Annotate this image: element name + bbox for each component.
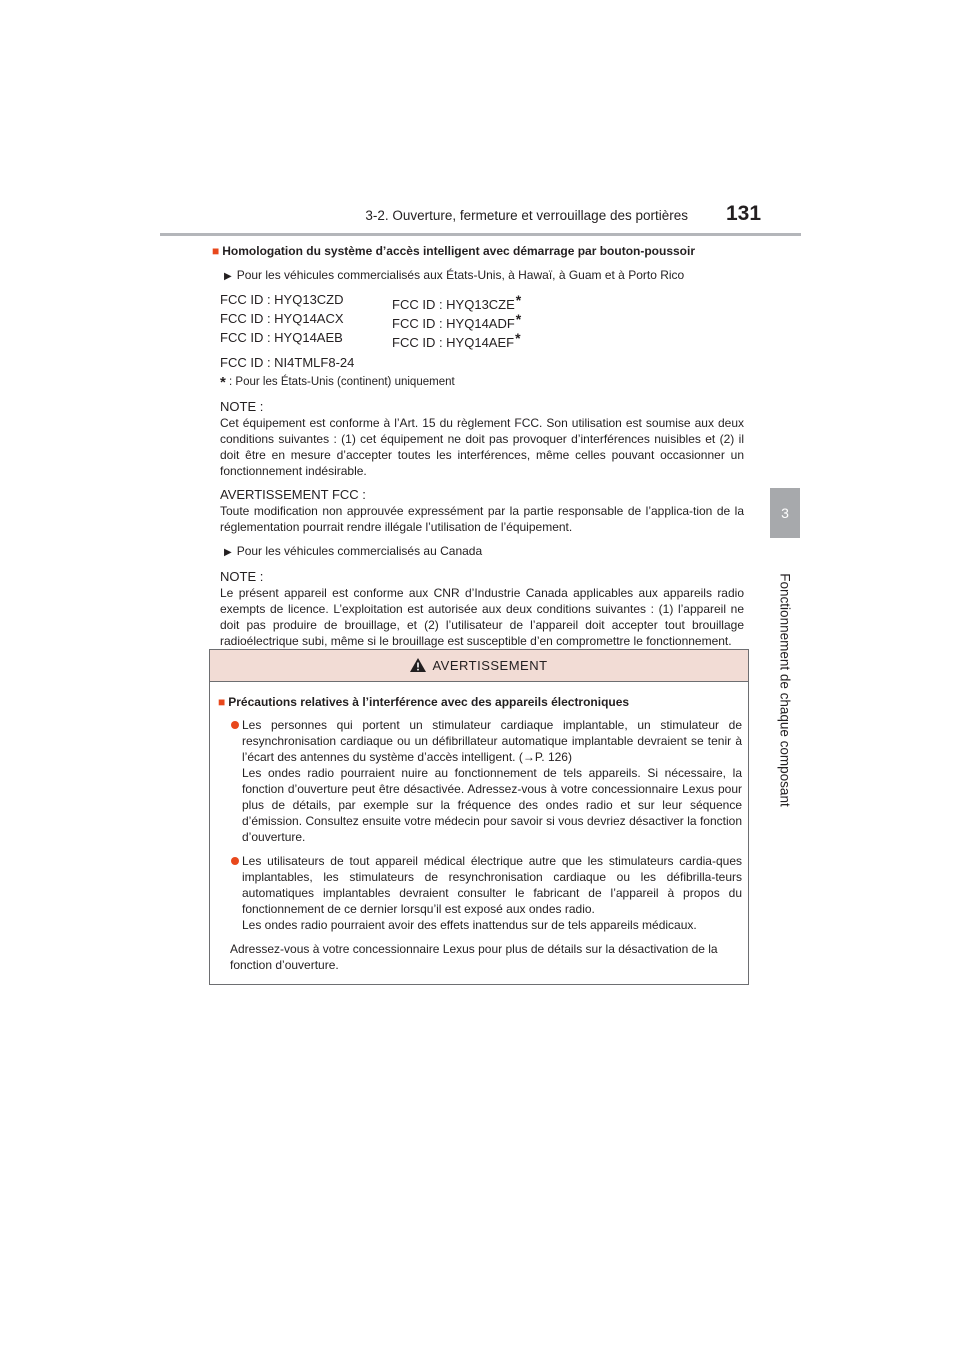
fcc-id-text: FCC ID : HYQ13CZE (392, 297, 515, 312)
canada-market-label: Pour les véhicules commercialisés au Canada (236, 544, 483, 558)
warning-item (218, 717, 742, 845)
fcc-warning-title: AVERTISSEMENT FCC : (220, 487, 366, 502)
note-title: NOTE : (220, 399, 264, 414)
main-content (212, 243, 744, 649)
warning-item-main: Les personnes qui portent un stimulateur cardiaque implantable, un stimulateur de resynchronisation cardiaque ou un défibrillateur automatique implantable devraient se tenir à l’écart des antennes du système d’accès intelligent. (→P. 126) (242, 718, 742, 764)
fcc-id: FCC ID : HYQ13CZD (220, 292, 344, 307)
fcc-id-starred (392, 293, 572, 312)
warning-item-extra: Les ondes radio pourraient avoir des effets inattendus sur de tels appareils médicaux. (242, 918, 697, 932)
canada-note-body: Le présent appareil est conforme aux CNR d’Industrie Canada applicables aux appareils radio exempts de licence. L’exploitation est autorisée aux deux conditions suivantes : (1) l’appareil ne doit pas produire de brouillage, et (2) l’utilisateur de l’appareil doit accepter tout brouillage radioélectrique subi, même si le brouillage est susceptible d’en compromettre le fonctionnement. (220, 586, 744, 648)
section-title: 3-2. Ouverture, fermeture et verrouillage des portières (365, 208, 688, 223)
canada-market-item (224, 543, 744, 561)
round-bullet-icon (231, 857, 239, 865)
chapter-title: Fonctionnement de chaque composant (777, 573, 793, 807)
header-divider (160, 233, 801, 236)
warning-box (209, 649, 749, 985)
fcc-id-text: FCC ID : HYQ14AEF (392, 335, 515, 350)
footnote-marker: * (515, 292, 522, 308)
warning-item-extra: Les ondes radio pourraient nuire au fonctionnement de tels appareils. Si nécessaire, la fonction d’ouverture peut être désactivée. Adressez-vous à votre concessionnaire Lexus pour plus de détails, par exemple sur la fréquence des ondes radio et sur leur séquence d’émission. Consultez ensuite votre médecin pour savoir si vous devriez désactiver la fonction d’ouverture. (242, 766, 742, 844)
fcc-id: FCC ID : HYQ14ACX (220, 311, 344, 326)
warning-box-body (210, 682, 748, 973)
round-bullet-icon (231, 721, 239, 729)
chapter-tab: 3 (770, 488, 800, 538)
warning-heading (218, 694, 742, 710)
warning-item-main: Les utilisateurs de tout appareil médical électrique autre que les stimulateurs cardia-ques implantables, les stimulateurs de resynchronisation cardiaque ou les défibrilla-teurs automatiques implantables devraient consulter le fabricant de l’appareil à propos du fonctionnement de ce dernier lorsqu’il est exposé aux ondes radio. (242, 854, 742, 916)
fcc-id-text: FCC ID : HYQ14ADF (392, 316, 515, 331)
fcc-id-starred (392, 312, 572, 331)
fcc-id-single: FCC ID : NI4TMLF8-24 (220, 355, 355, 370)
footnote-marker: * (515, 311, 522, 327)
fcc-id-grid (220, 293, 744, 350)
warning-box-header (210, 650, 748, 682)
homologation-heading (212, 243, 744, 259)
warning-heading-text: Précautions relatives à l’interférence avec des appareils électroniques (228, 695, 630, 709)
footnote-marker: * (515, 330, 521, 346)
warning-closing: Adressez-vous à votre concessionnaire Lexus pour plus de détails sur la désactivation de la fonction d’ouverture. (230, 942, 718, 972)
footnote (220, 374, 744, 391)
square-bullet-icon: ■ (218, 695, 226, 709)
triangle-bullet-icon: ▶ (224, 271, 232, 282)
us-market-label: Pour les véhicules commercialisés aux États-Unis, à Hawaï, à Guam et à Porto Rico (236, 268, 685, 282)
note-body: Cet équipement est conforme à l’Art. 15 du règlement FCC. Son utilisation est soumise aux deux conditions suivantes : (1) cet équipement ne doit pas provoquer d’interférences nuisibles et (2) il doit être en mesure d’accepter toutes les interférences, même celles pouvant occasionner un fonctionnement indésirable. (220, 416, 744, 478)
canada-note-title: NOTE : (220, 569, 264, 584)
warning-item (218, 853, 742, 933)
fcc-warning-body: Toute modification non approuvée expressément par la partie responsable de l’applica-tion de la réglementation pourrait rendre illégale l’utilisation de l’équipement. (220, 504, 744, 534)
footnote-marker: * (220, 374, 226, 391)
page-number: 131 (726, 202, 762, 225)
warning-triangle-icon (410, 652, 426, 683)
fcc-id: FCC ID : HYQ14AEB (220, 330, 343, 345)
homologation-heading-text: Homologation du système d’accès intelligent avec démarrage par bouton-poussoir (222, 244, 696, 258)
footnote-text: : Pour les États-Unis (continent) uniquement (229, 376, 455, 388)
us-market-item (224, 267, 744, 285)
fcc-id-starred (392, 331, 572, 350)
warning-box-title: AVERTISSEMENT (432, 658, 548, 673)
square-bullet-icon: ■ (212, 244, 220, 258)
triangle-bullet-icon: ▶ (224, 547, 232, 558)
